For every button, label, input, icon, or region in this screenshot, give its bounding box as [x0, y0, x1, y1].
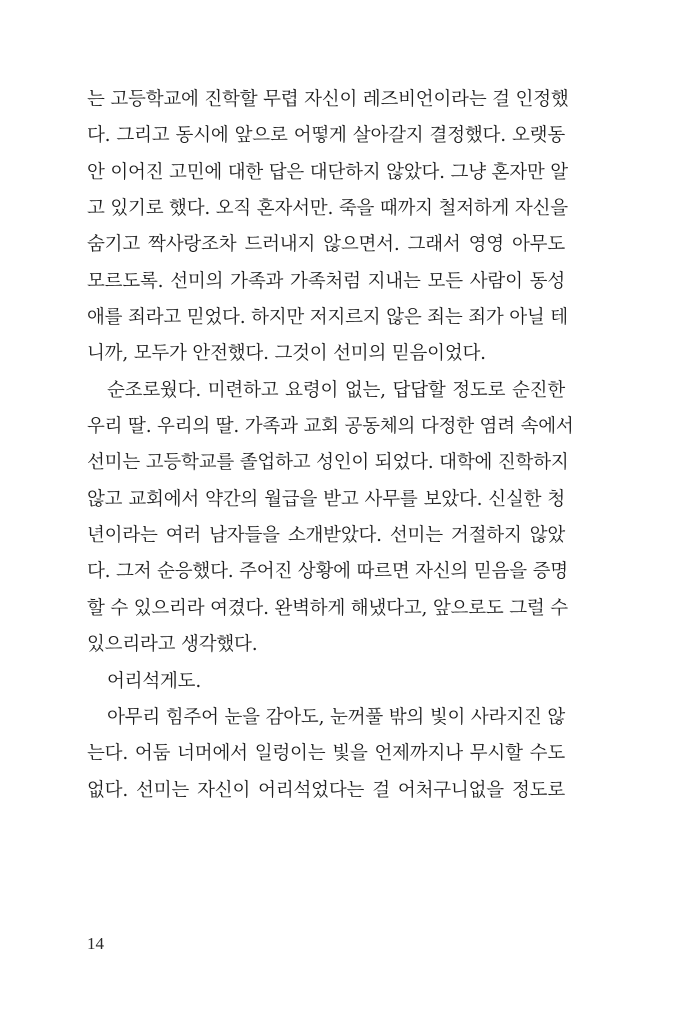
text-line: 는다. 어둠 너머에서 일렁이는 빛을 언제까지나 무시할 수도 — [87, 743, 565, 765]
text-line: 안 이어진 고민에 대한 답은 대단하지 않았다. 그냥 혼자만 알 — [87, 161, 568, 183]
text-line: 애를 죄라고 믿었다. 하지만 저지르지 않은 죄는 죄가 아닐 테 — [87, 307, 568, 329]
text-line: 있으리라고 생각했다. — [87, 634, 258, 656]
text-line: 다. 그저 순응했다. 주어진 상황에 따르면 자신의 믿음을 증명 — [87, 561, 568, 583]
text-line: 우리 딸. 우리의 딸. 가족과 교회 공동체의 다정한 염려 속에서 — [87, 416, 574, 438]
text-line: 모르도록. 선미의 가족과 가족처럼 지내는 모든 사람이 동성 — [87, 270, 565, 292]
text-line: 할 수 있으리라 여겼다. 완벽하게 해냈다고, 앞으로도 그럴 수 — [87, 597, 568, 619]
page-number: 14 — [87, 934, 104, 953]
text-line: 고 있기로 했다. 오직 혼자서만. 죽을 때까지 철저하게 자신을 — [87, 198, 568, 220]
paragraph-first-line: 어리석게도. — [107, 670, 202, 692]
paragraph-first-line: 아무리 힘주어 눈을 감아도, 눈꺼풀 밖의 빛이 사라지진 않 — [107, 706, 565, 728]
text-line: 없다. 선미는 자신이 어리석었다는 걸 어처구니없을 정도로 — [87, 779, 565, 801]
text-line: 니까, 모두가 안전했다. 그것이 선미의 믿음이었다. — [87, 343, 486, 365]
text-line: 는 고등학교에 진학할 무렵 자신이 레즈비언이라는 걸 인정했 — [87, 89, 569, 110]
text-line: 년이라는 여러 남자들을 소개받았다. 선미는 거절하지 않았 — [87, 525, 565, 547]
text-line: 다. 그리고 동시에 앞으로 어떻게 살아갈지 결정했다. 오랫동 — [87, 125, 565, 147]
text-line: 않고 교회에서 약간의 월급을 받고 사무를 보았다. 신실한 청 — [87, 488, 565, 510]
paragraph-first-line: 순조로웠다. 미련하고 요령이 없는, 답답할 정도로 순진한 — [107, 379, 565, 401]
body-text — [87, 82, 574, 809]
text-line: 숨기고 짝사랑조차 드러내지 않으면서. 그래서 영영 아무도 — [87, 234, 565, 256]
text-line: 선미는 고등학교를 졸업하고 성인이 되었다. 대학에 진학하지 — [87, 452, 569, 474]
